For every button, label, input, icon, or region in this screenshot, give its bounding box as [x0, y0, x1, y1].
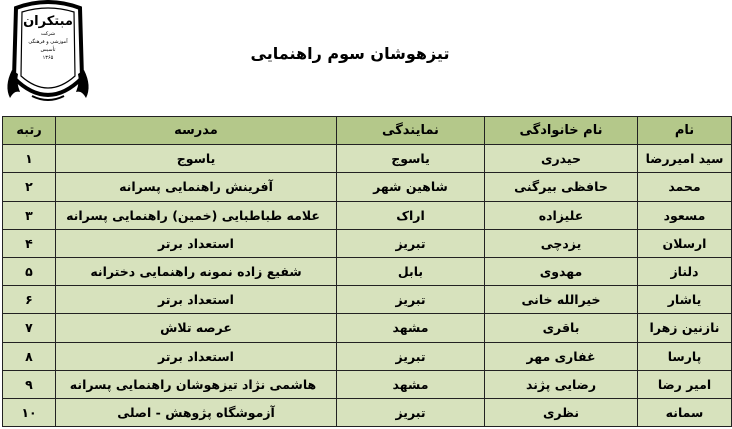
cell-name: سمانه [638, 398, 732, 426]
cell-family: خیرالله خانی [485, 286, 638, 314]
logo-subtitle-line: تأسیس [40, 47, 56, 53]
logo-subtitle-line: آموزشی و فرهنگی [28, 39, 68, 45]
cell-school: استعداد برتر [56, 342, 337, 370]
logo-title: مبتکران [23, 14, 73, 29]
cell-name: دلناز [638, 257, 732, 285]
cell-name: امیر رضا [638, 370, 732, 398]
cell-rank: ۱۰ [3, 398, 56, 426]
cell-school: آزموشگاه پژوهش - اصلی [56, 398, 337, 426]
cell-representative: تبریز [337, 286, 485, 314]
header-representative: نمایندگی [337, 117, 485, 145]
cell-rank: ۹ [3, 370, 56, 398]
page-title: تیزهوشان سوم راهنمایی [250, 44, 450, 63]
cell-rank: ۶ [3, 286, 56, 314]
table-row [3, 370, 732, 398]
cell-family: حیدری [485, 145, 638, 173]
table-row [3, 229, 732, 257]
cell-school: یاسوج [56, 145, 337, 173]
cell-family: نظری [485, 398, 638, 426]
cell-school: عرصه تلاش [56, 314, 337, 342]
cell-family: مهدوی [485, 257, 638, 285]
table-row [3, 257, 732, 285]
cell-name: نازنین زهرا [638, 314, 732, 342]
table-row [3, 145, 732, 173]
cell-school: شفیع زاده نمونه راهنمایی دخترانه [56, 257, 337, 285]
cell-family: باقری [485, 314, 638, 342]
table-header-row [3, 117, 732, 145]
header-family: نام خانوادگی [485, 117, 638, 145]
cell-name: سید امیررضا [638, 145, 732, 173]
cell-school: استعداد برتر [56, 229, 337, 257]
cell-rank: ۲ [3, 173, 56, 201]
header-school: مدرسه [56, 117, 337, 145]
cell-representative: تبریز [337, 342, 485, 370]
cell-rank: ۸ [3, 342, 56, 370]
header-rank: رتبه [3, 117, 56, 145]
cell-representative: مشهد [337, 314, 485, 342]
ranking-table [2, 116, 732, 427]
logo-subtitle-line: ۱۳۶۵ [42, 55, 54, 61]
header-name: نام [638, 117, 732, 145]
cell-representative: اراک [337, 201, 485, 229]
cell-rank: ۷ [3, 314, 56, 342]
cell-representative: یاسوج [337, 145, 485, 173]
cell-school: علامه طباطبایی (خمین) راهنمایی پسرانه [56, 201, 337, 229]
cell-rank: ۳ [3, 201, 56, 229]
cell-rank: ۱ [3, 145, 56, 173]
cell-representative: بابل [337, 257, 485, 285]
table-row [3, 286, 732, 314]
table-row [3, 314, 732, 342]
cell-family: علیزاده [485, 201, 638, 229]
cell-name: مسعود [638, 201, 732, 229]
table-row [3, 342, 732, 370]
logo [2, 0, 94, 106]
cell-family: یزدچی [485, 229, 638, 257]
table-row [3, 201, 732, 229]
cell-family: حافظی بیرگنی [485, 173, 638, 201]
cell-rank: ۵ [3, 257, 56, 285]
cell-school: استعداد برتر [56, 286, 337, 314]
cell-rank: ۴ [3, 229, 56, 257]
cell-name: پارسا [638, 342, 732, 370]
cell-school: هاشمی نژاد تیزهوشان راهنمایی پسرانه [56, 370, 337, 398]
table-row [3, 398, 732, 426]
cell-representative: تبریز [337, 398, 485, 426]
cell-family: رضایی پژند [485, 370, 638, 398]
cell-family: غفاری مهر [485, 342, 638, 370]
cell-school: آفرینش راهنمایی پسرانه [56, 173, 337, 201]
cell-name: محمد [638, 173, 732, 201]
cell-name: یاشار [638, 286, 732, 314]
cell-name: ارسلان [638, 229, 732, 257]
cell-representative: تبریز [337, 229, 485, 257]
cell-representative: مشهد [337, 370, 485, 398]
table-row [3, 173, 732, 201]
cell-representative: شاهین شهر [337, 173, 485, 201]
logo-subtitle-line: شرکت [40, 31, 56, 37]
